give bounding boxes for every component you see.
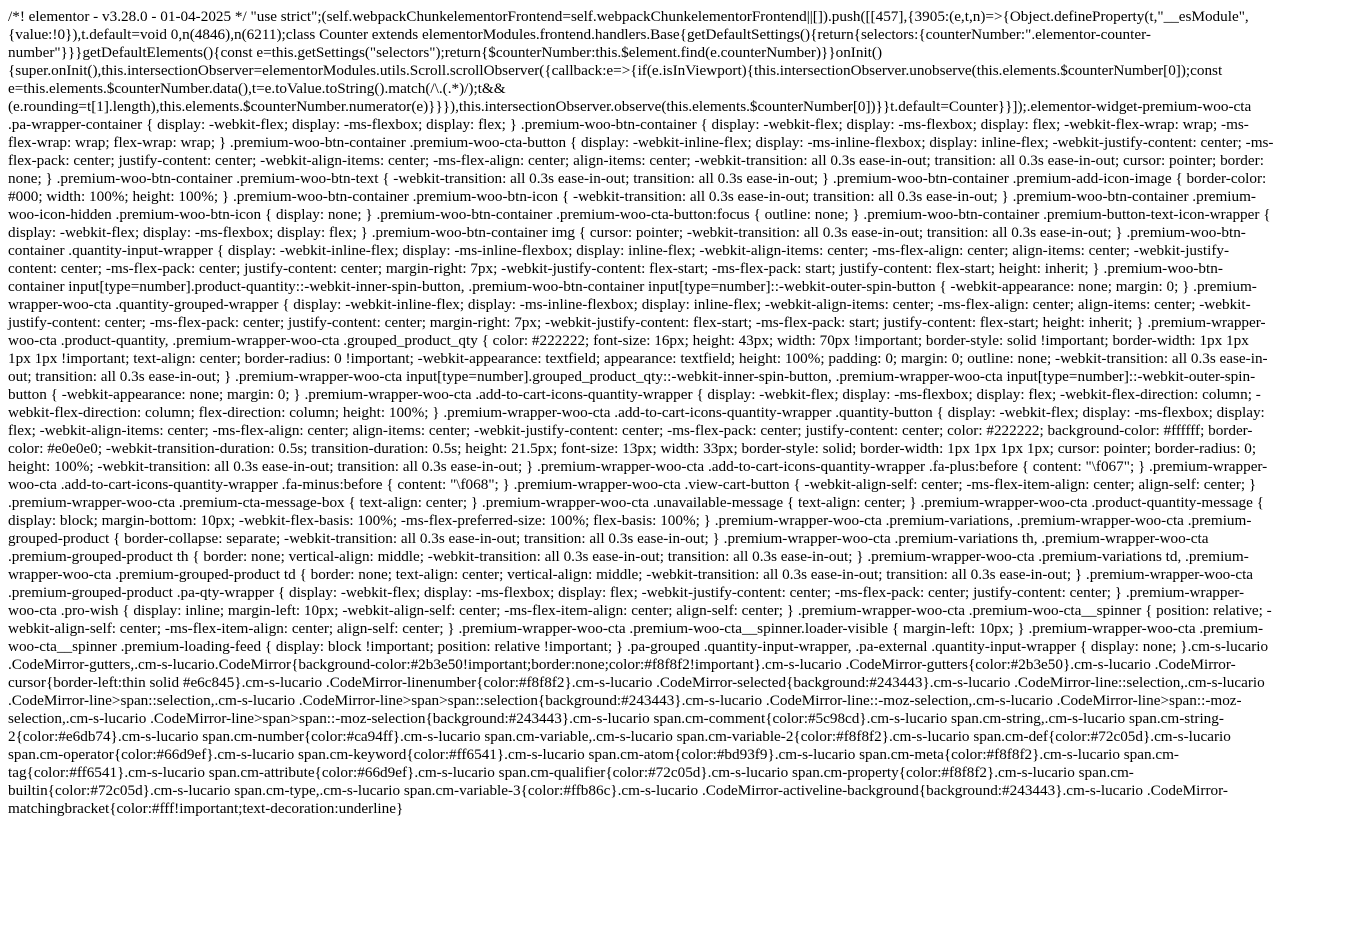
source-line: cursor{border-left:thin solid #e6c845}.cm-s-lucario .CodeMirror-linenumber{color:#f8f8f2}.cm-s-lucario .CodeMirror-selected{background:#243443}.cm-s-lucario .CodeMirror-line::selection,.cm-s-lucario — [8, 674, 1265, 691]
source-line: container .quantity-input-wrapper { display: -webkit-inline-flex; display: -ms-inline-flexbox; display: inline-flex; -webkit-align-items: center; -ms-flex-align: center; align-items: center; -webkit-justify- — [8, 242, 1230, 259]
source-line: matchingbracket{color:#fff!important;text-decoration:underline} — [8, 800, 404, 817]
source-line: /*! elementor - v3.28.0 - 01-04-2025 */ "use strict";(self.webpackChunkelementorFrontend=self.webpackChunkelementorFrontend||[]).push([[457],{3905:(e,t,n)=>{Object.defineProperty(t,"__esModule", — [8, 8, 1249, 25]
source-line: wrapper-woo-cta .quantity-grouped-wrapper { display: -webkit-inline-flex; display: -ms-inline-flexbox; display: inline-flex; -webkit-align-items: center; -ms-flex-align: center; align-items: center; -webkit- — [8, 296, 1251, 313]
source-line: woo-icon-hidden .premium-woo-btn-icon { display: none; } .premium-woo-btn-container .premium-woo-cta-button:focus { outline: none; } .premium-woo-btn-container .premium-button-text-icon-wrapper { — [8, 206, 1271, 223]
source-line: tag{color:#ff6541}.cm-s-lucario span.cm-attribute{color:#66d9ef}.cm-s-lucario span.cm-qualifier{color:#72c05d}.cm-s-lucario span.cm-property{color:#f8f8f2}.cm-s-lucario span.cm- — [8, 764, 1134, 781]
raw-source-text — [8, 8, 1344, 818]
source-line: webkit-align-self: center; -ms-flex-item-align: center; align-self: center; } .premium-wrapper-woo-cta .premium-woo-cta__spinner.loader-visible { margin-left: 10px; } .premium-wrapper-woo-cta .premium- — [8, 620, 1264, 637]
source-line: span.cm-operator{color:#66d9ef}.cm-s-lucario span.cm-keyword{color:#ff6541}.cm-s-lucario span.cm-atom{color:#bd93f9}.cm-s-lucario span.cm-meta{color:#f8f8f2}.cm-s-lucario span.cm- — [8, 746, 1179, 763]
source-line: webkit-flex-direction: column; flex-direction: column; height: 100%; } .premium-wrapper-woo-cta .add-to-cart-icons-quantity-wrapper .quantity-button { display: -webkit-flex; display: -ms-flexbox; display: — [8, 404, 1265, 421]
source-line: selection,.cm-s-lucario .CodeMirror-line>span>span::-moz-selection{background:#243443}.cm-s-lucario span.cm-comment{color:#5c98cd}.cm-s-lucario span.cm-string,.cm-s-lucario span.cm-string- — [8, 710, 1224, 727]
source-line: button { -webkit-appearance: none; margin: 0; } .premium-wrapper-woo-cta .add-to-cart-icons-quantity-wrapper { display: -webkit-flex; display: -ms-flexbox; display: flex; -webkit-flex-direction: column; - — [8, 386, 1261, 403]
source-line: e=this.elements.$counterNumber.data(),t=e.toValue.toString().match(/\.(.*)/);t&& — [8, 80, 506, 97]
source-line: {value:!0}),t.default=void 0,n(4846),n(6211);class Counter extends elementorModules.frontend.handlers.Base{getDefaultSettings(){return{selectors:{counterNumber:".elementor-counter- — [8, 26, 1151, 43]
source-line: .premium-grouped-product th { border: none; vertical-align: middle; -webkit-transition: all 0.3s ease-in-out; transition: all 0.3s ease-in-out; } .premium-wrapper-woo-cta .premium-variations td, .premium- — [8, 548, 1249, 565]
source-line: container input[type=number].product-quantity::-webkit-inner-spin-button, .premium-woo-btn-container input[type=number]::-webkit-outer-spin-button { -webkit-appearance: none; margin: 0; } .premium- — [8, 278, 1257, 295]
source-line: .CodeMirror-line>span::selection,.cm-s-lucario .CodeMirror-line>span>span::selection{background:#243443}.cm-s-lucario .CodeMirror-line::-moz-selection,.cm-s-lucario .CodeMirror-line>span::-moz- — [8, 692, 1242, 709]
source-line: woo-cta .product-quantity, .premium-wrapper-woo-cta .grouped_product_qty { color: #222222; font-size: 16px; height: 43px; width: 70px !important; border-style: solid !important; border-width: 1px 1px — [8, 332, 1249, 349]
source-line: number"}}}getDefaultElements(){const e=this.getSettings("selectors");return{$counterNumber:this.$element.find(e.counterNumber)}}onInit() — [8, 44, 883, 61]
source-line: none; } .premium-woo-btn-container .premium-woo-btn-text { -webkit-transition: all 0.3s ease-in-out; transition: all 0.3s ease-in-out; } .premium-woo-btn-container .premium-add-icon-image { border-color: — [8, 170, 1267, 187]
source-line: content: center; -ms-flex-pack: center; justify-content: center; margin-right: 7px; -webkit-justify-content: flex-start; -ms-flex-pack: start; justify-content: flex-start; height: inherit; } .premium-woo-btn- — [8, 260, 1223, 277]
source-line: (e.rounding=t[1].length),this.elements.$counterNumber.numerator(e)}}}),this.intersectionObserver.observe(this.elements.$counterNumber[0])}}t.default=Counter}}]);.elementor-widget-premium-woo-cta — [8, 98, 1252, 115]
source-line: 1px 1px !important; text-align: center; border-radius: 0 !important; -webkit-appearance: textfield; appearance: textfield; height: 100%; padding: 0; margin: 0; outline: none; -webkit-transition: all 0.3s ease-in- — [8, 350, 1268, 367]
source-line: .CodeMirror-gutters,.cm-s-lucario.CodeMirror{background-color:#2b3e50!important;border:none;color:#f8f8f2!important}.cm-s-lucario .CodeMirror-gutters{color:#2b3e50}.cm-s-lucario .CodeMirror- — [8, 656, 1236, 673]
source-line: #000; width: 100%; height: 100%; } .premium-woo-btn-container .premium-woo-btn-icon { -webkit-transition: all 0.3s ease-in-out; transition: all 0.3s ease-in-out; } .premium-woo-btn-container .premium- — [8, 188, 1256, 205]
source-line: woo-cta__spinner .premium-loading-feed { display: block !important; position: relative !important; } .pa-grouped .quantity-input-wrapper, .pa-external .quantity-input-wrapper { display: none; }.cm-s-lucario — [8, 638, 1269, 655]
source-line: flex-wrap: wrap; flex-wrap: wrap; } .premium-woo-btn-container .premium-woo-cta-button { display: -webkit-inline-flex; display: -ms-inline-flexbox; display: inline-flex; -webkit-justify-content: center; -ms- — [8, 134, 1274, 151]
source-line: woo-cta .add-to-cart-icons-quantity-wrapper .fa-minus:before { content: "\f068"; } .premium-wrapper-woo-cta .view-cart-button { -webkit-align-self: center; -ms-flex-item-align: center; align-self: center; } — [8, 476, 1257, 493]
source-line: height: 100%; -webkit-transition: all 0.3s ease-in-out; transition: all 0.3s ease-in-out; } .premium-wrapper-woo-cta .add-to-cart-icons-quantity-wrapper .fa-plus:before { content: "\f067"; } .premium-wrapper- — [8, 458, 1268, 475]
source-line: flex-pack: center; justify-content: center; -webkit-align-items: center; -ms-flex-align: center; align-items: center; -webkit-transition: all 0.3s ease-in-out; transition: all 0.3s ease-in-out; cursor: pointer; border: — [8, 152, 1264, 169]
source-line: display: -webkit-flex; display: -ms-flexbox; display: flex; } .premium-woo-btn-container img { cursor: pointer; -webkit-transition: all 0.3s ease-in-out; transition: all 0.3s ease-in-out; } .premium-woo-btn- — [8, 224, 1246, 241]
source-line: .premium-grouped-product .pa-qty-wrapper { display: -webkit-flex; display: -ms-flexbox; display: flex; -webkit-justify-content: center; -ms-flex-pack: center; justify-content: center; } .premium-wrapper- — [8, 584, 1245, 601]
source-line: display: block; margin-bottom: 10px; -webkit-flex-basis: 100%; -ms-flex-preferred-size: 100%; flex-basis: 100%; } .premium-wrapper-woo-cta .premium-variations, .premium-wrapper-woo-cta .premium- — [8, 512, 1252, 529]
source-line: grouped-product { border-collapse: separate; -webkit-transition: all 0.3s ease-in-out; transition: all 0.3s ease-in-out; } .premium-wrapper-woo-cta .premium-variations th, .premium-wrapper-woo-cta — [8, 530, 1209, 547]
source-line: out; transition: all 0.3s ease-in-out; } .premium-wrapper-woo-cta input[type=number].grouped_product_qty::-webkit-inner-spin-button, .premium-wrapper-woo-cta input[type=number]::-webkit-outer-spin- — [8, 368, 1256, 385]
source-line: .premium-wrapper-woo-cta .premium-cta-message-box { text-align: center; } .premium-wrapper-woo-cta .unavailable-message { text-align: center; } .premium-wrapper-woo-cta .product-quantity-message { — [8, 494, 1264, 511]
source-line: wrapper-woo-cta .premium-grouped-product td { border: none; text-align: center; vertical-align: middle; -webkit-transition: all 0.3s ease-in-out; transition: all 0.3s ease-in-out; } .premium-wrapper-woo-cta — [8, 566, 1254, 583]
source-line: .pa-wrapper-container { display: -webkit-flex; display: -ms-flexbox; display: flex; } .premium-woo-btn-container { display: -webkit-flex; display: -ms-flexbox; display: flex; -webkit-flex-wrap: wrap; -ms- — [8, 116, 1249, 133]
source-line: flex; -webkit-align-items: center; -ms-flex-align: center; align-items: center; -webkit-justify-content: center; -ms-flex-pack: center; justify-content: center; color: #222222; background-color: #ffffff; border- — [8, 422, 1253, 439]
source-line: color: #e0e0e0; -webkit-transition-duration: 0.5s; transition-duration: 0.5s; height: 21.5px; font-size: 13px; width: 33px; border-style: solid; border-width: 1px 1px 1px 1px; cursor: pointer; border-radius: 0; — [8, 440, 1257, 457]
source-line: {super.onInit(),this.intersectionObserver=elementorModules.utils.Scroll.scrollObserver({callback:e=>{if(e.isInViewport){this.intersectionObserver.unobserve(this.elements.$counterNumber[0]);const — [8, 62, 1223, 79]
source-line: woo-cta .pro-wish { display: inline; margin-left: 10px; -webkit-align-self: center; -ms-flex-item-align: center; align-self: center; } .premium-wrapper-woo-cta .premium-woo-cta__spinner { position: relative; - — [8, 602, 1272, 619]
source-line: justify-content: center; -ms-flex-pack: center; justify-content: center; margin-right: 7px; -webkit-justify-content: flex-start; -ms-flex-pack: start; justify-content: flex-start; height: inherit; } .premium-wrapper- — [8, 314, 1266, 331]
source-line: builtin{color:#72c05d}.cm-s-lucario span.cm-type,.cm-s-lucario span.cm-variable-3{color:#ffb86c}.cm-s-lucario .CodeMirror-activeline-background{background:#243443}.cm-s-lucario .CodeMirror- — [8, 782, 1228, 799]
source-line: 2{color:#e6db74}.cm-s-lucario span.cm-number{color:#ca94ff}.cm-s-lucario span.cm-variable,.cm-s-lucario span.cm-variable-2{color:#f8f8f2}.cm-s-lucario span.cm-def{color:#72c05d}.cm-s-lucario — [8, 728, 1231, 745]
